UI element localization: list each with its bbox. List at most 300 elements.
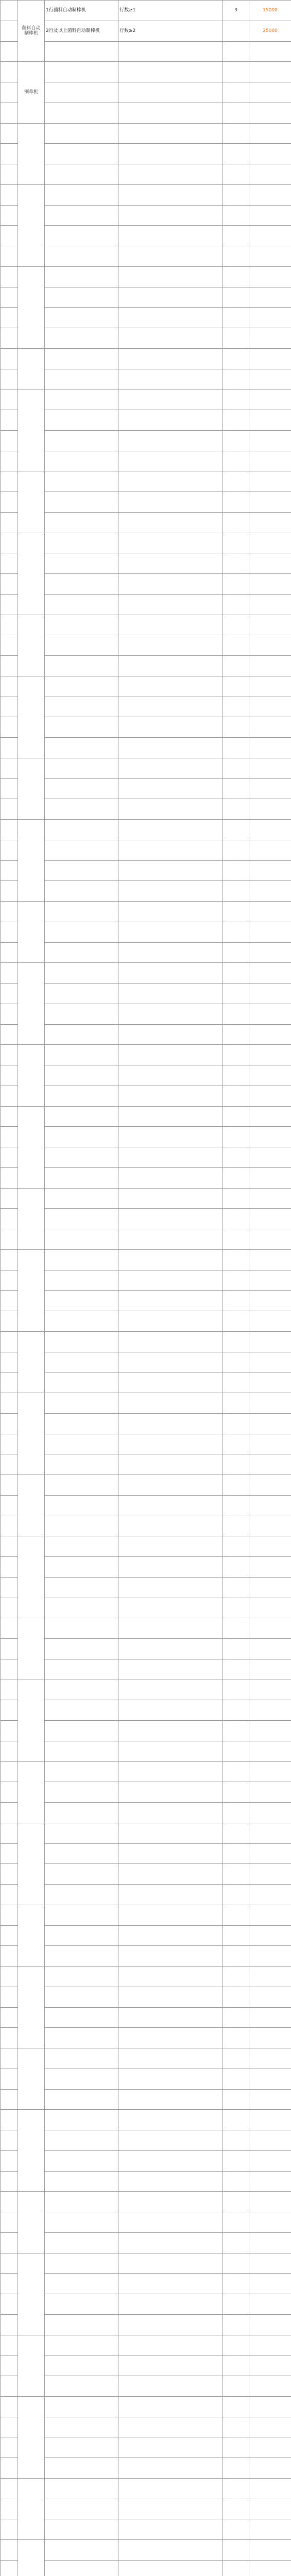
count-cell [223, 2396, 249, 2417]
row-number-cell [1, 881, 18, 902]
category-cell [18, 1761, 45, 1823]
spec-cell [45, 1741, 118, 1761]
count-cell [223, 1782, 249, 1803]
count-cell [223, 1024, 249, 1045]
row-number-cell [1, 1209, 18, 1229]
price-cell [249, 2314, 291, 2335]
param-cell [118, 1864, 223, 1885]
price-cell [249, 1700, 291, 1721]
spec-cell [45, 369, 118, 389]
count-cell [223, 1761, 249, 1782]
spec-cell [45, 942, 118, 963]
row-number-cell [1, 2437, 18, 2458]
price-cell [249, 389, 291, 410]
row-number-cell [1, 2069, 18, 2089]
param-cell [118, 2028, 223, 2048]
row-number-cell [1, 860, 18, 881]
spec-cell [45, 1188, 118, 1209]
spec-cell [45, 676, 118, 697]
spec-cell [45, 1536, 118, 1557]
count-cell [223, 1864, 249, 1885]
row-number-cell [1, 1311, 18, 1332]
row-number-cell [1, 594, 18, 615]
count-cell [223, 1823, 249, 1843]
spec-cell [45, 287, 118, 308]
param-cell [118, 1536, 223, 1557]
count-cell [223, 942, 249, 963]
count-cell [223, 2150, 249, 2171]
category-cell [18, 184, 45, 266]
param-cell [118, 246, 223, 267]
price-cell [249, 2499, 291, 2519]
row-number-cell [1, 2396, 18, 2417]
price-cell [249, 164, 291, 185]
price-cell [249, 2089, 291, 2110]
price-cell [249, 1905, 291, 1925]
row-number-cell [1, 1, 18, 21]
param-cell [118, 1905, 223, 1925]
count-cell [223, 1311, 249, 1332]
price-cell [249, 1127, 291, 1147]
param-cell [118, 2519, 223, 2540]
price-cell [249, 2294, 291, 2315]
row-number-cell [1, 656, 18, 676]
price-cell [249, 820, 291, 840]
spec-cell [45, 1045, 118, 1065]
row-number-cell [1, 778, 18, 799]
table-body [1, 1, 291, 2576]
spec-cell [45, 1700, 118, 1721]
param-cell [118, 62, 223, 82]
spec-cell [45, 1803, 118, 1823]
category-cell [18, 2396, 45, 2478]
row-number-cell [1, 471, 18, 492]
param-cell [118, 2560, 223, 2576]
category-cell [18, 758, 45, 819]
category-cell [18, 1249, 45, 1331]
count-cell [223, 144, 249, 164]
param-cell [118, 942, 223, 963]
row-number-cell [1, 123, 18, 144]
category-cell [18, 1618, 45, 1680]
param-cell [118, 1495, 223, 1516]
row-number-cell [1, 205, 18, 226]
count-cell [223, 1393, 249, 1414]
spec-cell [45, 1598, 118, 1618]
price-cell [249, 205, 291, 226]
count-cell [223, 2089, 249, 2110]
param-cell [118, 1721, 223, 1741]
price-cell [249, 1967, 291, 1987]
count-cell [223, 840, 249, 860]
price-cell [249, 942, 291, 963]
param-cell [118, 348, 223, 369]
price-cell [249, 1495, 291, 1516]
row-number-cell [1, 430, 18, 451]
price-cell [249, 2335, 291, 2355]
row-number-cell [1, 1721, 18, 1741]
param-cell [118, 533, 223, 553]
count-cell [223, 2171, 249, 2192]
price-cell [249, 2110, 291, 2130]
param-cell [118, 1331, 223, 1352]
row-number-cell [1, 1475, 18, 1496]
spec-cell [45, 963, 118, 984]
price-cell [249, 184, 291, 205]
price-cell [249, 2519, 291, 2540]
count-cell [223, 533, 249, 553]
row-number-cell [1, 1516, 18, 1536]
row-number-cell [1, 2499, 18, 2519]
param-cell [118, 2212, 223, 2233]
row-number-cell [1, 41, 18, 62]
count-cell [223, 1843, 249, 1864]
spec-cell: 2行及以上菌料自动制棒机 [45, 21, 118, 41]
param-cell [118, 1516, 223, 1536]
row-number-cell [1, 553, 18, 574]
spec-cell [45, 1925, 118, 1946]
price-cell [249, 2458, 291, 2479]
price-cell [249, 144, 291, 164]
spec-cell [45, 2212, 118, 2233]
param-cell [118, 164, 223, 185]
price-cell [249, 963, 291, 984]
price-cell [249, 2437, 291, 2458]
price-cell [249, 2376, 291, 2397]
param-cell [118, 2069, 223, 2089]
price-cell [249, 1454, 291, 1475]
param-cell [118, 82, 223, 103]
param-cell [118, 2048, 223, 2069]
price-cell [249, 799, 291, 820]
spec-cell [45, 1577, 118, 1598]
row-number-cell [1, 1106, 18, 1127]
row-number-cell [1, 348, 18, 369]
price-cell [249, 1946, 291, 1967]
row-number-cell [1, 369, 18, 389]
table-row [1, 2335, 291, 2355]
param-cell [118, 1372, 223, 1393]
table-row [1, 2396, 291, 2417]
table-row [1, 615, 291, 635]
row-number-cell [1, 738, 18, 758]
price-cell [249, 2171, 291, 2192]
price-cell [249, 1086, 291, 1106]
price-cell [249, 1557, 291, 1578]
param-cell [118, 1393, 223, 1414]
spec-cell [45, 226, 118, 246]
param-cell [118, 1270, 223, 1291]
param-cell [118, 41, 223, 62]
price-cell [249, 492, 291, 513]
price-cell [249, 1393, 291, 1414]
param-cell [118, 410, 223, 431]
row-number-cell [1, 1393, 18, 1414]
param-cell [118, 778, 223, 799]
row-number-cell [1, 697, 18, 717]
param-cell [118, 2110, 223, 2130]
spec-cell [45, 1434, 118, 1454]
param-cell [118, 963, 223, 984]
param-cell [118, 1209, 223, 1229]
spec-cell [45, 1987, 118, 2007]
param-cell [118, 2396, 223, 2417]
param-cell [118, 2458, 223, 2479]
param-cell [118, 1352, 223, 1372]
spec-cell [45, 471, 118, 492]
row-number-cell [1, 635, 18, 656]
spec-cell [45, 2253, 118, 2274]
spec-cell [45, 881, 118, 902]
row-number-cell [1, 1167, 18, 1188]
param-cell [118, 717, 223, 738]
row-number-cell [1, 1249, 18, 1270]
price-cell [249, 1291, 291, 1311]
count-cell [223, 676, 249, 697]
price-cell [249, 1639, 291, 1659]
count-cell [223, 1946, 249, 1967]
spec-cell [45, 2540, 118, 2561]
spec-cell [45, 2437, 118, 2458]
count-cell [223, 2274, 249, 2294]
row-number-cell [1, 1803, 18, 1823]
count-cell [223, 2314, 249, 2335]
category-cell [18, 1188, 45, 1249]
row-number-cell [1, 1270, 18, 1291]
table-row [1, 2540, 291, 2561]
price-cell [249, 1147, 291, 1168]
count-cell [223, 2519, 249, 2540]
row-number-cell [1, 2560, 18, 2576]
price-cell [249, 2069, 291, 2089]
table-row [1, 902, 291, 922]
price-cell: 15000 [249, 1, 291, 21]
count-cell [223, 1475, 249, 1496]
row-number-cell [1, 1331, 18, 1352]
price-cell [249, 1659, 291, 1680]
price-cell [249, 738, 291, 758]
price-cell [249, 2192, 291, 2212]
spec-cell [45, 103, 118, 123]
param-cell [118, 1413, 223, 1434]
spec-cell [45, 1639, 118, 1659]
row-number-cell [1, 942, 18, 963]
row-number-cell [1, 820, 18, 840]
param-cell [118, 1782, 223, 1803]
count-cell [223, 2540, 249, 2561]
spec-cell [45, 123, 118, 144]
param-cell [118, 1946, 223, 1967]
count-cell [223, 594, 249, 615]
spec-cell [45, 799, 118, 820]
row-number-cell [1, 389, 18, 410]
param-cell [118, 615, 223, 635]
price-cell [249, 2253, 291, 2274]
param-cell [118, 389, 223, 410]
spec-cell [45, 2294, 118, 2315]
spec-cell [45, 205, 118, 226]
row-number-cell [1, 1987, 18, 2007]
param-cell [118, 1004, 223, 1024]
count-cell [223, 2232, 249, 2253]
category-cell [18, 1536, 45, 1618]
row-number-cell [1, 308, 18, 328]
category-cell [18, 1475, 45, 1536]
spec-cell [45, 2171, 118, 2192]
price-cell [249, 2130, 291, 2151]
spec-cell [45, 1864, 118, 1885]
category-cell [18, 266, 45, 348]
spec-cell [45, 902, 118, 922]
price-cell [249, 2560, 291, 2576]
count-cell [223, 246, 249, 267]
price-cell [249, 287, 291, 308]
spec-cell [45, 1516, 118, 1536]
count-cell [223, 430, 249, 451]
row-number-cell [1, 2376, 18, 2397]
spec-cell [45, 594, 118, 615]
table-row [1, 471, 291, 492]
price-cell [249, 1270, 291, 1291]
param-cell [118, 1741, 223, 1761]
param-cell [118, 184, 223, 205]
count-cell [223, 2335, 249, 2355]
price-cell [249, 1229, 291, 1250]
row-number-cell [1, 1680, 18, 1700]
price-cell [249, 1434, 291, 1454]
row-number-cell [1, 246, 18, 267]
table-row [1, 1249, 291, 1270]
param-cell [118, 860, 223, 881]
row-number-cell [1, 1741, 18, 1761]
table-row [1, 963, 291, 984]
param-cell [118, 1925, 223, 1946]
count-cell [223, 2192, 249, 2212]
spec-cell [45, 820, 118, 840]
param-cell [118, 840, 223, 860]
count-cell [223, 389, 249, 410]
table-row [1, 1905, 291, 1925]
param-cell [118, 1311, 223, 1332]
row-number-cell [1, 1577, 18, 1598]
price-cell [249, 246, 291, 267]
row-number-cell [1, 266, 18, 287]
spec-cell [45, 2110, 118, 2130]
row-number-cell [1, 840, 18, 860]
row-number-cell [1, 1905, 18, 1925]
category-cell [18, 1823, 45, 1905]
param-cell [118, 1639, 223, 1659]
count-cell [223, 1905, 249, 1925]
spec-cell [45, 1495, 118, 1516]
row-number-cell [1, 21, 18, 41]
spec-cell [45, 1331, 118, 1352]
spec-cell [45, 184, 118, 205]
price-cell [249, 615, 291, 635]
spec-cell [45, 1229, 118, 1250]
price-cell [249, 369, 291, 389]
price-cell [249, 1823, 291, 1843]
count-cell [223, 1680, 249, 1700]
table-row [1, 820, 291, 840]
param-cell [118, 328, 223, 349]
category-cell [18, 1393, 45, 1475]
param-cell [118, 1577, 223, 1598]
row-number-cell [1, 2150, 18, 2171]
spec-cell [45, 1147, 118, 1168]
param-cell [118, 676, 223, 697]
count-cell [223, 2376, 249, 2397]
param-cell [118, 697, 223, 717]
count-cell [223, 2253, 249, 2274]
spec-cell [45, 574, 118, 595]
param-cell [118, 1598, 223, 1618]
price-cell [249, 656, 291, 676]
row-number-cell [1, 1413, 18, 1434]
row-number-cell [1, 2417, 18, 2437]
count-cell [223, 1045, 249, 1065]
price-cell [249, 984, 291, 1004]
count-cell [223, 697, 249, 717]
price-cell [249, 1741, 291, 1761]
spec-cell [45, 1249, 118, 1270]
spec-cell [45, 2048, 118, 2069]
table-row [1, 266, 291, 287]
param-cell [118, 1167, 223, 1188]
price-cell [249, 2396, 291, 2417]
param-cell [118, 103, 223, 123]
spec-cell [45, 1127, 118, 1147]
category-cell: 菌料自动 制棒机 [18, 1, 45, 62]
price-cell [249, 1536, 291, 1557]
spec-cell [45, 2274, 118, 2294]
spec-cell [45, 2069, 118, 2089]
price-cell [249, 41, 291, 62]
row-number-cell [1, 533, 18, 553]
spec-cell [45, 922, 118, 942]
param-cell [118, 1700, 223, 1721]
count-cell [223, 1639, 249, 1659]
spec-cell [45, 533, 118, 553]
row-number-cell [1, 2540, 18, 2561]
price-cell [249, 758, 291, 778]
category-cell [18, 1045, 45, 1106]
row-number-cell [1, 2314, 18, 2335]
spec-cell [45, 1721, 118, 1741]
param-cell [118, 1024, 223, 1045]
row-number-cell [1, 2458, 18, 2479]
count-cell [223, 2110, 249, 2130]
count-cell [223, 2212, 249, 2233]
param-cell [118, 1885, 223, 1905]
count-cell [223, 738, 249, 758]
spec-cell [45, 62, 118, 82]
count-cell [223, 1209, 249, 1229]
row-number-cell [1, 799, 18, 820]
param-cell [118, 758, 223, 778]
count-cell [223, 226, 249, 246]
table-row [1, 1680, 291, 1700]
spec-cell [45, 1823, 118, 1843]
spec-cell [45, 1004, 118, 1024]
spec-cell [45, 2396, 118, 2417]
spec-cell [45, 512, 118, 533]
count-cell [223, 1331, 249, 1352]
row-number-cell [1, 1045, 18, 1065]
table-row [1, 1045, 291, 1065]
spec-cell [45, 266, 118, 287]
spec-cell [45, 1372, 118, 1393]
